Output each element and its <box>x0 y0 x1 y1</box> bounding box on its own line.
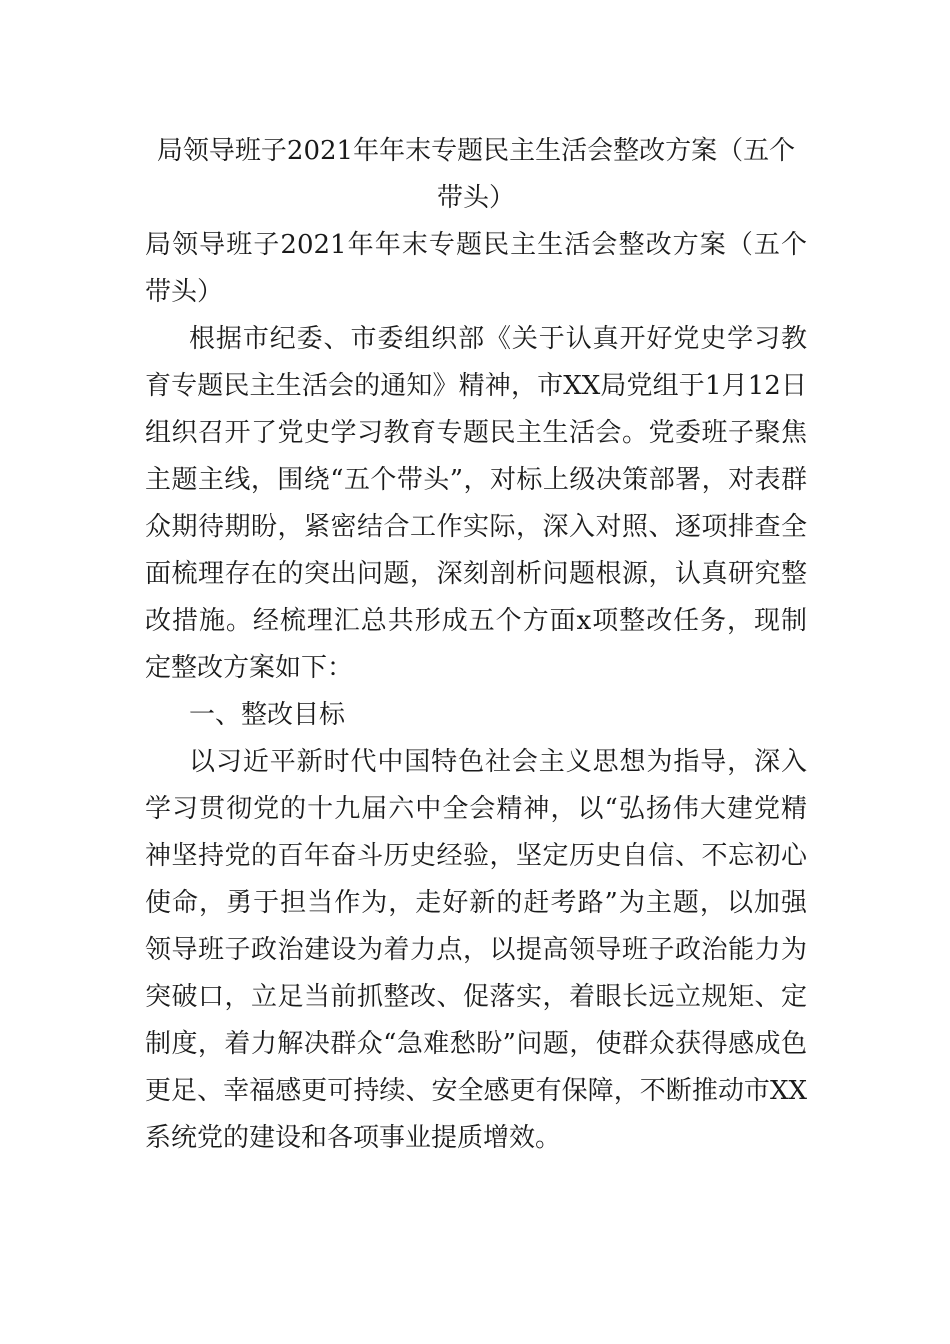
document-page <box>145 128 807 1162</box>
intro-paragraph: 根据市纪委、市委组织部《关于认真开好党史学习教育专题民主生活会的通知》精神，市XX局党组于1月12日组织召开了党史学习教育专题民主生活会。党委班子聚焦主题主线，围绕“五个带头”，对标上级决策部署，对表群众期待期盼，紧密结合工作实际，深入对照、逐项排查全面梳理存在的突出问题，深刻剖析问题根源，认真研究整改措施。经梳理汇总共形成五个方面x项整改任务，现制定整改方案如下： <box>145 324 807 683</box>
document-title: 局领导班子2021年年末专题民主生活会整改方案（五个带头） <box>156 136 796 213</box>
document-subtitle: 局领导班子2021年年末专题民主生活会整改方案（五个带头） <box>145 230 807 307</box>
goal-paragraph: 以习近平新时代中国特色社会主义思想为指导，深入学习贯彻党的十九届六中全会精神，以“弘扬伟大建党精神坚持党的百年奋斗历史经验，坚定历史自信、不忘初心使命，勇于担当作为，走好新的赶考路”为主题，以加强领导班子政治建设为着力点，以提高领导班子政治能力为突破口，立足当前抓整改、促落实，着眼长远立规矩、定制度，着力解决群众“急难愁盼”问题，使群众获得感成色更足、幸福感更可持续、安全感更有保障，不断推动市XX系统党的建设和各项事业提质增效。 <box>145 747 807 1153</box>
section-heading: 一、整改目标 <box>189 700 346 730</box>
